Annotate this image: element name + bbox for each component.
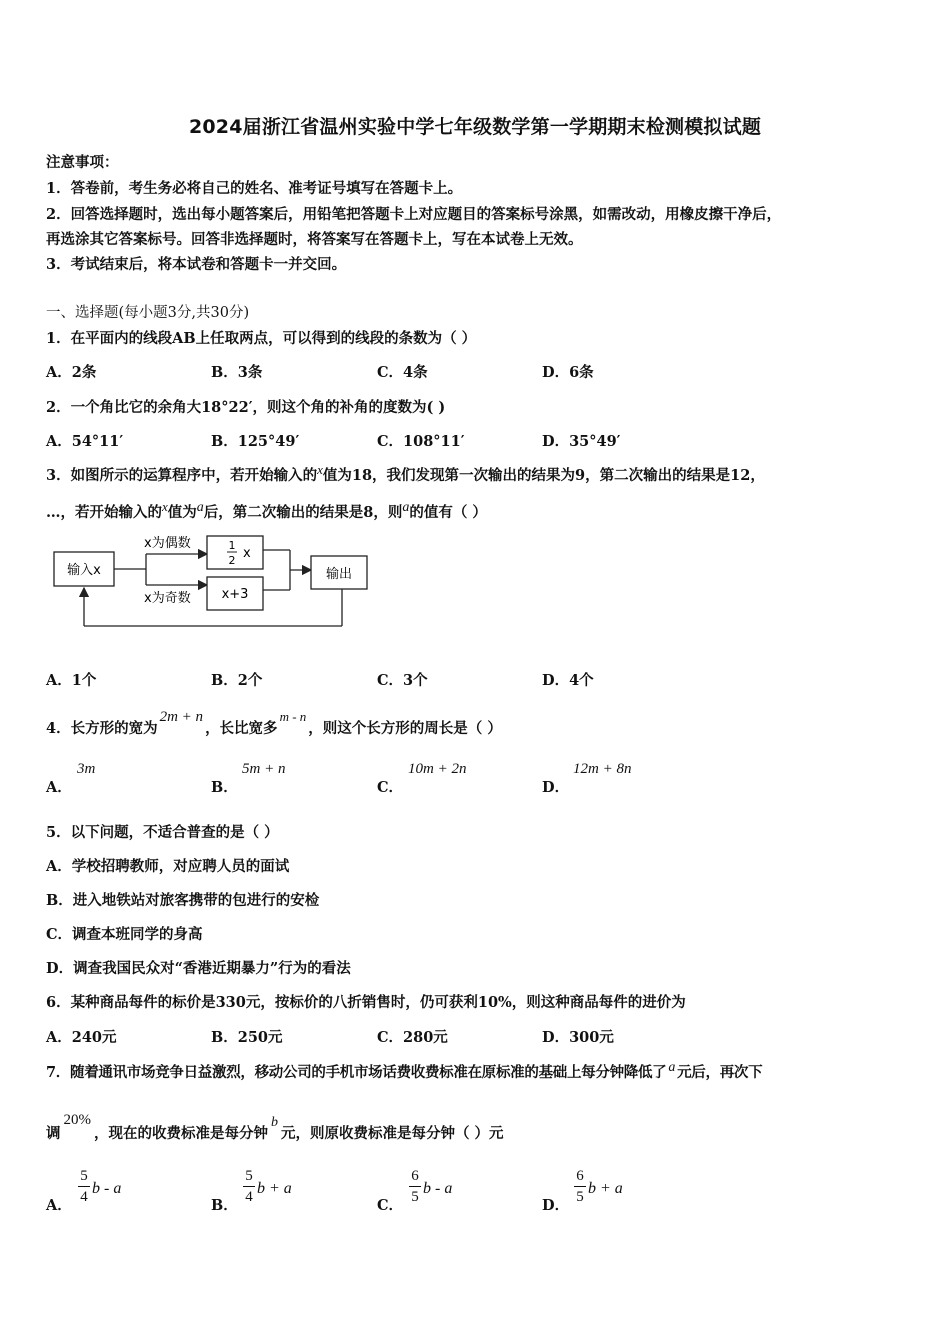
q7-text-5: 元，则原收费标准是每分钟（ ）元 — [281, 1125, 504, 1142]
q3-option-c: C．3个 — [377, 672, 428, 689]
numerator: 6 — [576, 1168, 584, 1184]
q3-var-a: a — [196, 500, 204, 515]
q7-option-b-expr: b + a — [257, 1180, 292, 1197]
q3-text-6: 的值有（ ） — [409, 504, 487, 521]
q7-option-d-label: D． — [542, 1197, 570, 1214]
denominator: 4 — [245, 1189, 253, 1205]
q5-option-d: D．调查我国民众对“香港近期暴力”行为的看法 — [46, 960, 351, 977]
q3-text-3: …，若开始输入的 — [46, 504, 162, 521]
denominator: 4 — [80, 1189, 88, 1205]
q5-option-a: A．学校招聘教师，对应聘人员的面试 — [46, 858, 290, 875]
plus3-label: x+3 — [221, 587, 249, 602]
q7-var-b: b — [271, 1115, 278, 1130]
q3-stem-line1 — [46, 464, 765, 485]
fraction-bar — [78, 1186, 90, 1187]
q4-option-c-value: 10m + 2n — [408, 761, 467, 777]
even-label: x为偶数 — [144, 536, 191, 551]
q3-var-a-2: a — [402, 500, 410, 515]
q7-percent: 20% — [63, 1112, 91, 1128]
q3-option-a: A．1个 — [46, 672, 97, 689]
q4-option-d-value: 12m + 8n — [573, 761, 632, 777]
q3-text-5: 后，第二次输出的结果是8，则 — [203, 504, 403, 521]
q7-option-d-expr: b + a — [588, 1180, 623, 1197]
odd-label: x为奇数 — [144, 591, 191, 606]
q3-var-x-2: x — [162, 499, 168, 514]
q6-stem: 6．某种商品每件的标价是330元，按标价的八折销售时，仍可获利10%，则这种商品每件的进价为 — [46, 994, 686, 1011]
q1-stem: 1．在平面内的线段AB上任取两点，可以得到的线段的条数为（ ） — [46, 330, 477, 347]
q5-stem: 5．以下问题，不适合普查的是（ ） — [46, 824, 279, 841]
q4-option-d-label: D． — [542, 779, 570, 796]
q4-width: 2m + n — [159, 709, 204, 725]
q3-stem-line2 — [46, 501, 487, 522]
q3-var-x: x — [317, 462, 323, 477]
q7-stem-line2 — [46, 1112, 504, 1143]
q7-var-a: a — [668, 1060, 676, 1075]
notice-item-2: 2．回答选择题时，选出每小题答案后，用铅笔把答题卡上对应题目的答案标号涂黑，如需改动，用橡皮擦干净后， — [46, 206, 782, 223]
q6-option-b: B．250元 — [211, 1029, 283, 1046]
q4-option-a-value: 3m — [77, 761, 96, 777]
q7-option-b-label: B． — [211, 1197, 238, 1214]
q7-text-3: 调 — [46, 1125, 61, 1142]
q7-option-c-label: C． — [377, 1197, 404, 1214]
q6-option-c: C．280元 — [377, 1029, 448, 1046]
q5-option-c: C．调查本班同学的身高 — [46, 926, 203, 943]
q7-option-c-expr: b - a — [423, 1180, 453, 1197]
q7-option-a-expr: b - a — [92, 1180, 122, 1197]
output-label: 输出 — [325, 567, 353, 582]
q2-stem: 2．一个角比它的余角大18°22′，则这个角的补角的度数为( ) — [46, 399, 446, 416]
q7-text-4: ，现在的收费标准是每分钟 — [94, 1125, 268, 1142]
q1-option-b: B．3条 — [211, 364, 263, 381]
q3-option-b: B．2个 — [211, 672, 263, 689]
notice-item-3: 3．考试结束后，将本试卷和答题卡一并交回。 — [46, 256, 347, 273]
page-title: 2024届浙江省温州实验中学七年级数学第一学期期末检测模拟试题 — [188, 116, 762, 138]
q3-text-2: 值为18，我们发现第一次输出的结果为9，第二次输出的结果是12， — [322, 467, 765, 484]
q7-text-2: 元后，再次下 — [677, 1064, 763, 1081]
q7-option-b-fraction — [243, 1167, 255, 1206]
notice-item-2-cont: 再选涂其它答案标号。回答非选择题时，将答案写在答题卡上，写在本试卷上无效。 — [46, 231, 583, 248]
fraction-bar — [409, 1186, 421, 1187]
q2-option-b: B．125°49′ — [211, 433, 300, 450]
q7-option-a-label: A． — [46, 1197, 72, 1214]
numerator: 5 — [80, 1168, 88, 1184]
q1-option-d: D．6条 — [542, 364, 594, 381]
denominator: 5 — [576, 1189, 584, 1205]
q3-flow-diagram — [50, 530, 380, 635]
q6-option-a: A．240元 — [46, 1029, 117, 1046]
fraction-bar — [243, 1186, 255, 1187]
q4-option-a-label: A． — [46, 779, 72, 796]
half-numerator: 1 — [228, 539, 236, 552]
q7-option-a-fraction — [78, 1167, 90, 1206]
q7-text-1: 7．随着通讯市场竞争日益激烈，移动公司的手机市场话费收费标准在原标准的基础上每分钟降低了 — [46, 1064, 667, 1081]
q4-text-2: ，长比宽多 — [205, 720, 278, 737]
input-label: 输入x — [67, 563, 101, 578]
q1-option-c: C．4条 — [377, 364, 428, 381]
q7-option-c-fraction — [409, 1167, 421, 1206]
q6-option-d: D．300元 — [542, 1029, 614, 1046]
q3-text-4: 值为 — [167, 504, 197, 521]
q4-option-c-label: C． — [377, 779, 404, 796]
q4-text-1: 4．长方形的宽为 — [46, 720, 158, 737]
q3-option-d: D．4个 — [542, 672, 594, 689]
q2-option-d: D．35°49′ — [542, 433, 621, 450]
numerator: 5 — [245, 1168, 253, 1184]
q4-text-3: ，则这个长方形的周长是（ ） — [308, 720, 502, 737]
section-heading: 一、选择题(每小题3分,共30分) — [46, 305, 250, 321]
half-var: x — [243, 546, 251, 561]
q7-option-d-fraction — [574, 1167, 586, 1206]
numerator: 6 — [411, 1168, 419, 1184]
q1-option-a: A．2条 — [46, 364, 97, 381]
q5-option-b: B．进入地铁站对旅客携带的包进行的安检 — [46, 892, 320, 909]
denominator: 5 — [411, 1189, 419, 1205]
notice-item-1: 1．答卷前，考生务必将自己的姓名、准考证号填写在答题卡上。 — [46, 180, 463, 197]
q4-diff: m - n — [279, 709, 307, 724]
q4-stem — [46, 709, 502, 738]
q2-option-a: A．54°11′ — [46, 433, 124, 450]
q4-option-b-label: B． — [211, 779, 238, 796]
half-denominator: 2 — [228, 554, 236, 567]
notice-heading: 注意事项： — [46, 154, 119, 171]
q4-option-b-value: 5m + n — [242, 761, 286, 777]
q2-option-c: C．108°11′ — [377, 433, 465, 450]
fraction-bar — [574, 1186, 586, 1187]
q7-stem-line1 — [46, 1061, 762, 1082]
q3-text-1: 3．如图所示的运算程序中，若开始输入的 — [46, 467, 318, 484]
